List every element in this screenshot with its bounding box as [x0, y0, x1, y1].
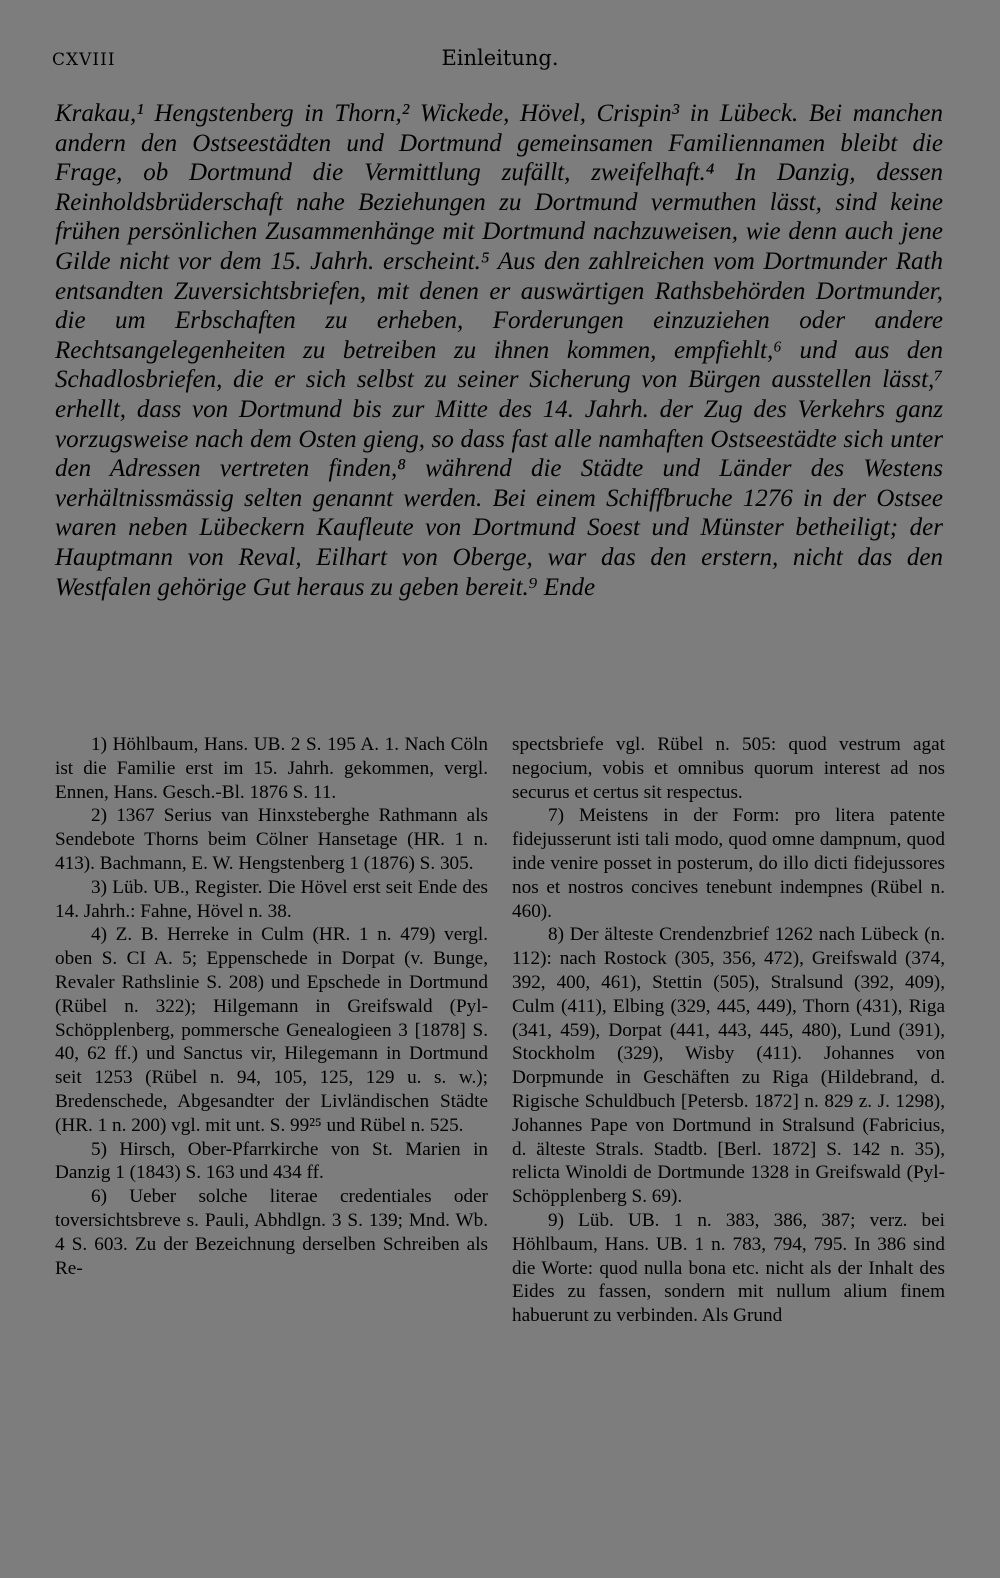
- footnote-6-continued: spectsbriefe vgl. Rübel n. 505: quod vestrum agat negocium, vobis et omnibus quorum interest ad nos securus et certus sit respectus.: [512, 734, 945, 803]
- footnotes-left-column: [55, 733, 488, 1280]
- footnote-5: 5) Hirsch, Ober-Pfarrkirche von St. Marien in Danzig 1 (1843) S. 163 und 434 ff.: [55, 1138, 488, 1184]
- page-header: [52, 46, 948, 76]
- footnote-4: 4) Z. B. Herreke in Culm (HR. 1 n. 479) vergl. oben S. CI A. 5; Eppenschede in Dorpat (v. Bunge, Revaler Rathslinie S. 208) und Epschede in Dortmund (Rübel n. 322); Hilgemann in Greifswald (Pyl-Schöpplenberg, pommersche Genealogieen 3 [1878] S. 40, 62 ff.) und Sanctus vir, Hilegemann in Dortmund seit 1253 (Rübel n. 94, 105, 125, 129 u. s. w.); Bredenschede, Abgesandter der Livländischen Städte (HR. 1 n. 200) vgl. mit unt. S. 99²⁵ und Rübel n. 525.: [55, 924, 488, 1136]
- footnote-1: 1) Höhlbaum, Hans. UB. 2 S. 195 A. 1. Nach Cöln ist die Familie erst im 15. Jahrh. gekommen, vergl. Ennen, Hans. Gesch.-Bl. 1876 S. 11.: [55, 734, 488, 803]
- main-text: [55, 99, 943, 602]
- footnotes-right-column: [512, 733, 945, 1328]
- footnote-2: 2) 1367 Serius van Hinxsteberghe Rathmann als Sendebote Thorns beim Cölner Hansetage (HR. 1 n. 413). Bachmann, E. W. Hengstenberg 1 (1876) S. 305.: [55, 805, 488, 874]
- footnote-9: 9) Lüb. UB. 1 n. 383, 386, 387; verz. bei Höhlbaum, Hans. UB. 1 n. 783, 794, 795. In 386 sind die Worte: quod nulla bona etc. nicht als der Inhalt des Eides zu fassen, sondern mit nullum alium finem habuerunt zu verbinden. Als Grund: [512, 1209, 945, 1327]
- footnotes: [55, 733, 943, 1493]
- page-number: CXVIII: [52, 50, 116, 70]
- footnote-6: 6) Ueber solche literae credentiales oder toversichtsbreve s. Pauli, Abhdlgn. 3 S. 139; Mnd. Wb. 4 S. 603. Zu der Bezeichnung derselben Schreiben als Re-: [55, 1186, 488, 1279]
- footnote-8: 8) Der älteste Crendenzbrief 1262 nach Lübeck (n. 112): nach Rostock (305, 356, 472), Greifswald (374, 392, 400, 461), Stettin (505), Stralsund (392, 409), Culm (411), Elbing (329, 445, 449), Thorn (431), Riga (341, 459), Dorpat (441, 443, 445, 480), Lund (391), Stockholm (329), Wisby (411). Johannes von Dorpmunde in Geschäften zu Riga (Hildebrand, d. Rigische Schuldbuch [Petersb. 1872] n. 829 z. J. 1298), Johannes Pape von Dortmund in Stralsund (Fabricius, d. älteste Strals. Stadtb. [Berl. 1872] S. 142 n. 35), relicta Winoldi de Dortmunde 1328 in Greifswald (Pyl-Schöpplenberg S. 69).: [512, 924, 945, 1208]
- footnote-7: 7) Meistens in der Form: pro litera patente fidejusserunt isti tali modo, quod omne dampnum, quod inde venire posset in posterum, do illo dicti fidejussores nos et nostros concives tenebunt indempnes (Rübel n. 460).: [512, 805, 945, 922]
- running-title: Einleitung.: [441, 46, 559, 70]
- body-paragraph: Krakau,¹ Hengstenberg in Thorn,² Wickede, Hövel, Crispin³ in Lübeck. Bei manchen andern den Ostseestädten und Dortmund gemeinsamen Familiennamen bleibt die Frage, ob Dortmund die Vermittlung zufällt, zweifelhaft.⁴ In Danzig, dessen Reinholdsbrüderschaft nahe Beziehungen zu Dortmund vermuthen lässt, sind keine frühen persönlichen Zusammenhänge mit Dortmund nachzuweisen, wie denn auch jene Gilde nicht vor dem 15. Jahrh. erscheint.⁵ Aus den zahlreichen vom Dortmunder Rath entsandten Zuversichtsbriefen, mit denen er auswärtigen Rathsbehörden Dortmunder, die um Erbschaften zu erheben, Forderungen einzuziehen oder andere Rechtsangelegenheiten zu betreiben zu ihnen kommen, empfiehlt,⁶ und aus den Schadlosbriefen, die er sich selbst zu seiner Sicherung von Bürgen ausstellen lässt,⁷ erhellt, dass von Dortmund bis zur Mitte des 14. Jahrh. der Zug des Verkehrs ganz vorzugsweise nach dem Osten gieng, so dass fast alle namhaften Ostseestädte sich unter den Adressen vertreten finden,⁸ während die Städte und Länder des Westens verhältnissmässig selten genannt werden. Bei einem Schiffbruche 1276 in der Ostsee waren neben Lübeckern Kaufleute von Dortmund Soest und Münster betheiligt; der Hauptmann von Reval, Eilhart von Oberge, war das den erstern, nicht das den Westfalen gehörige Gut heraus zu geben bereit.⁹ Ende: [55, 100, 943, 601]
- footnote-3: 3) Lüb. UB., Register. Die Hövel erst seit Ende des 14. Jahrh.: Fahne, Hövel n. 38.: [55, 876, 488, 922]
